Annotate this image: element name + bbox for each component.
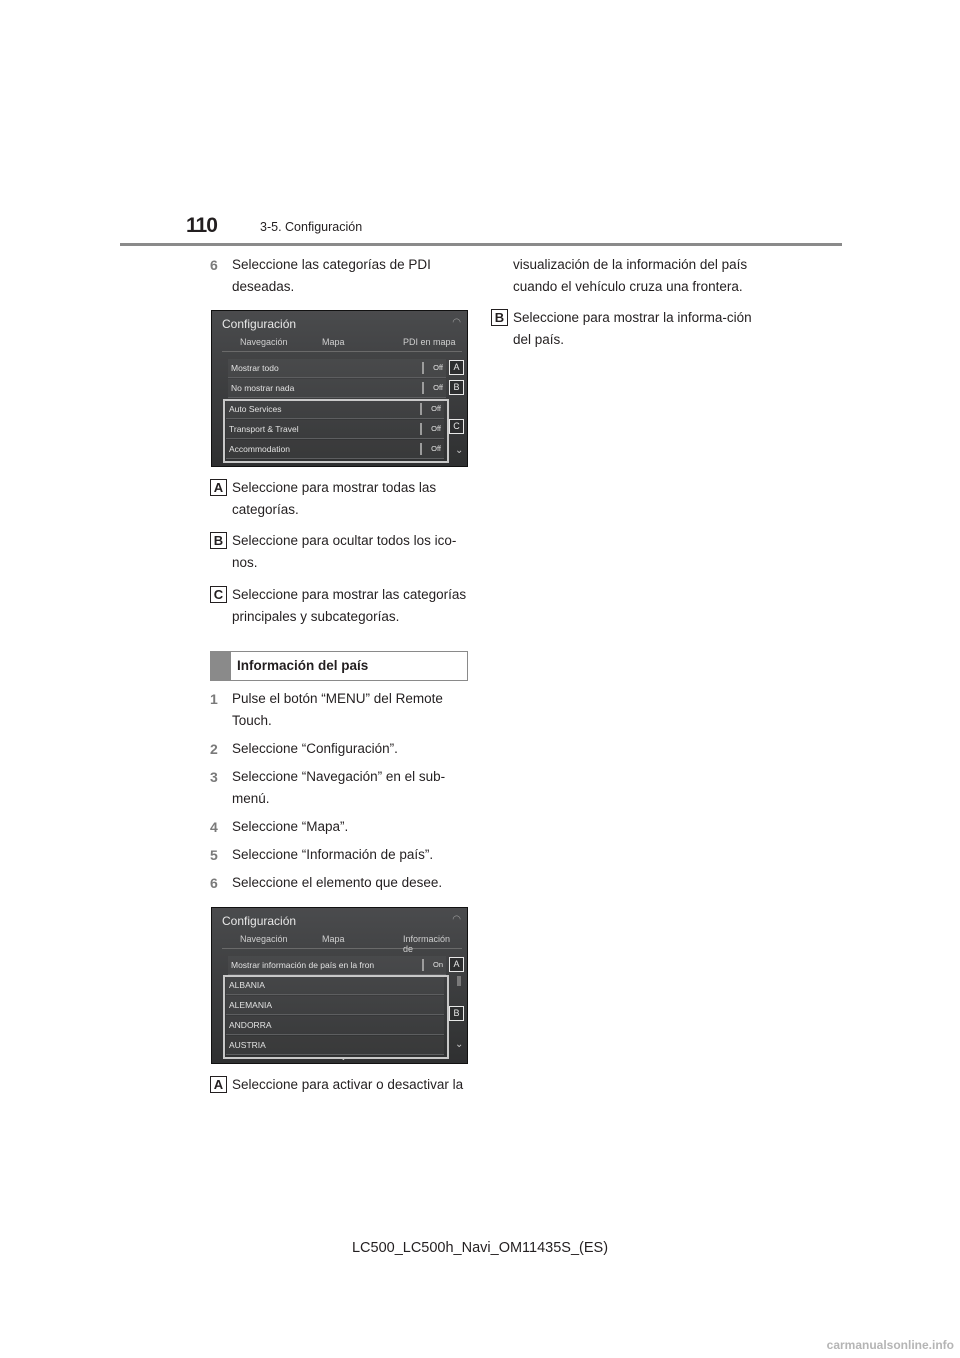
country-row[interactable] bbox=[226, 996, 444, 1015]
step-number: 1 bbox=[210, 691, 218, 707]
tab-mapa[interactable]: Mapa bbox=[322, 337, 345, 347]
row-no-mostrar-nada[interactable] bbox=[228, 379, 446, 398]
row-mostrar-informacion-pais[interactable] bbox=[228, 956, 446, 975]
country-row[interactable] bbox=[226, 1036, 444, 1055]
handle-chevron-icon: ⌄ bbox=[340, 1053, 347, 1062]
note-b-country bbox=[491, 307, 761, 353]
row-auto-services[interactable] bbox=[226, 400, 444, 419]
section-title: 3-5. Configuración bbox=[260, 220, 363, 234]
toggle-state: Off bbox=[433, 383, 443, 392]
badge-b: B bbox=[210, 532, 227, 549]
subheading-title: Información del país bbox=[237, 658, 369, 673]
note-text: Seleccione para mostrar las categorías principales y subcategorías. bbox=[232, 587, 467, 624]
handle-chevron-icon: ⌄ bbox=[340, 456, 347, 465]
step-number: 6 bbox=[210, 257, 218, 273]
badge-c: C bbox=[210, 586, 227, 603]
screen-title: Configuración bbox=[222, 914, 297, 928]
step-number: 6 bbox=[210, 875, 218, 891]
row-label: No mostrar nada bbox=[231, 383, 295, 393]
country-name: ALBANIA bbox=[229, 980, 265, 990]
toggle-state: On bbox=[432, 960, 443, 969]
step-6-poi bbox=[210, 254, 470, 300]
toggle-state: Off bbox=[431, 404, 441, 413]
step-text: Seleccione el elemento que desee. bbox=[232, 875, 443, 890]
step-6 bbox=[210, 872, 470, 896]
callout-b: B bbox=[449, 1006, 464, 1021]
callout-a: A bbox=[449, 360, 464, 375]
note-text: Seleccione para ocultar todos los ico-nos. bbox=[232, 533, 457, 570]
toggle-state: Off bbox=[431, 424, 441, 433]
row-mostrar-todo[interactable] bbox=[228, 359, 446, 378]
step-text: Pulse el botón “MENU” del Remote Touch. bbox=[232, 691, 443, 728]
step-number: 3 bbox=[210, 769, 218, 785]
step-text: Seleccione las categorías de PDI deseadas. bbox=[232, 257, 431, 294]
step-number: 4 bbox=[210, 819, 218, 835]
country-row[interactable] bbox=[226, 1016, 444, 1035]
signal-icon: ◠ bbox=[452, 317, 461, 328]
chevron-down-icon[interactable]: ⌄ bbox=[455, 445, 464, 456]
scrollbar-thumb[interactable] bbox=[457, 976, 461, 986]
toggle-divider bbox=[420, 443, 422, 455]
row-accommodation[interactable] bbox=[226, 440, 444, 459]
toggle-state: Off bbox=[431, 444, 441, 453]
screen-tab-bar bbox=[222, 930, 462, 954]
row-label: Mostrar información de país en la fron bbox=[231, 960, 375, 970]
toggle-state: Off bbox=[433, 363, 443, 372]
tab-navegacion[interactable]: Navegación bbox=[240, 337, 288, 347]
toggle-divider bbox=[420, 423, 422, 435]
note-c bbox=[210, 584, 470, 630]
tab-informacion-de[interactable]: Información de bbox=[403, 934, 451, 954]
step-4 bbox=[210, 816, 470, 840]
note-b bbox=[210, 530, 470, 576]
step-number: 2 bbox=[210, 741, 218, 757]
step-text: Seleccione “Información de país”. bbox=[232, 847, 434, 862]
row-label: Transport & Travel bbox=[229, 424, 299, 434]
badge-a: A bbox=[210, 1076, 227, 1093]
tab-navegacion[interactable]: Navegación bbox=[240, 934, 288, 944]
chevron-down-icon[interactable]: ⌄ bbox=[455, 1039, 464, 1050]
note-text: Seleccione para mostrar todas las categorías. bbox=[232, 480, 437, 517]
note-a-country bbox=[210, 1074, 470, 1098]
callout-a: A bbox=[449, 957, 464, 972]
row-label: Mostrar todo bbox=[231, 363, 279, 373]
manual-code: LC500_LC500h_Navi_OM11435S_(ES) bbox=[351, 1240, 609, 1256]
note-text: Seleccione para activar o desactivar la bbox=[232, 1077, 464, 1092]
header-divider bbox=[120, 243, 842, 246]
screen-title: Configuración bbox=[222, 317, 297, 331]
note-text: Seleccione para mostrar la informa-ción del país. bbox=[513, 310, 752, 347]
step-3 bbox=[210, 766, 470, 812]
country-row[interactable] bbox=[226, 976, 444, 995]
subheading-box bbox=[210, 651, 468, 681]
step-number: 5 bbox=[210, 847, 218, 863]
country-name: ANDORRA bbox=[229, 1020, 272, 1030]
poi-settings-screenshot bbox=[211, 310, 468, 467]
note-a bbox=[210, 477, 470, 523]
page-number: 110 bbox=[186, 214, 217, 237]
country-info-screenshot bbox=[211, 907, 468, 1064]
step-1 bbox=[210, 688, 470, 734]
step-5 bbox=[210, 844, 470, 868]
step-text: Seleccione “Mapa”. bbox=[232, 819, 349, 834]
tab-mapa[interactable]: Mapa bbox=[322, 934, 345, 944]
screen-tab-bar bbox=[222, 333, 462, 352]
country-name: AUSTRIA bbox=[229, 1040, 266, 1050]
step-text: Seleccione “Configuración”. bbox=[232, 741, 398, 756]
tab-pdi-en-mapa[interactable]: PDI en mapa bbox=[403, 337, 456, 347]
watermark: carmanualsonline.info bbox=[826, 1338, 954, 1352]
country-name: ALEMANIA bbox=[229, 1000, 272, 1010]
callout-c: C bbox=[449, 419, 464, 434]
callout-b: B bbox=[449, 380, 464, 395]
step-2 bbox=[210, 738, 470, 762]
continuation-text: visualización de la información del país cuando el vehículo cruza una frontera. bbox=[513, 257, 748, 294]
badge-b: B bbox=[491, 309, 508, 326]
toggle-divider bbox=[422, 362, 424, 374]
signal-icon: ◠ bbox=[452, 914, 461, 925]
row-transport-travel[interactable] bbox=[226, 420, 444, 439]
toggle-divider bbox=[420, 403, 422, 415]
subheading-marker bbox=[211, 652, 231, 680]
badge-a: A bbox=[210, 479, 227, 496]
row-label: Auto Services bbox=[229, 404, 282, 414]
row-label: Accommodation bbox=[229, 444, 290, 454]
toggle-divider bbox=[422, 959, 424, 971]
step-text: Seleccione “Navegación” en el sub-menú. bbox=[232, 769, 446, 806]
toggle-divider bbox=[422, 382, 424, 394]
